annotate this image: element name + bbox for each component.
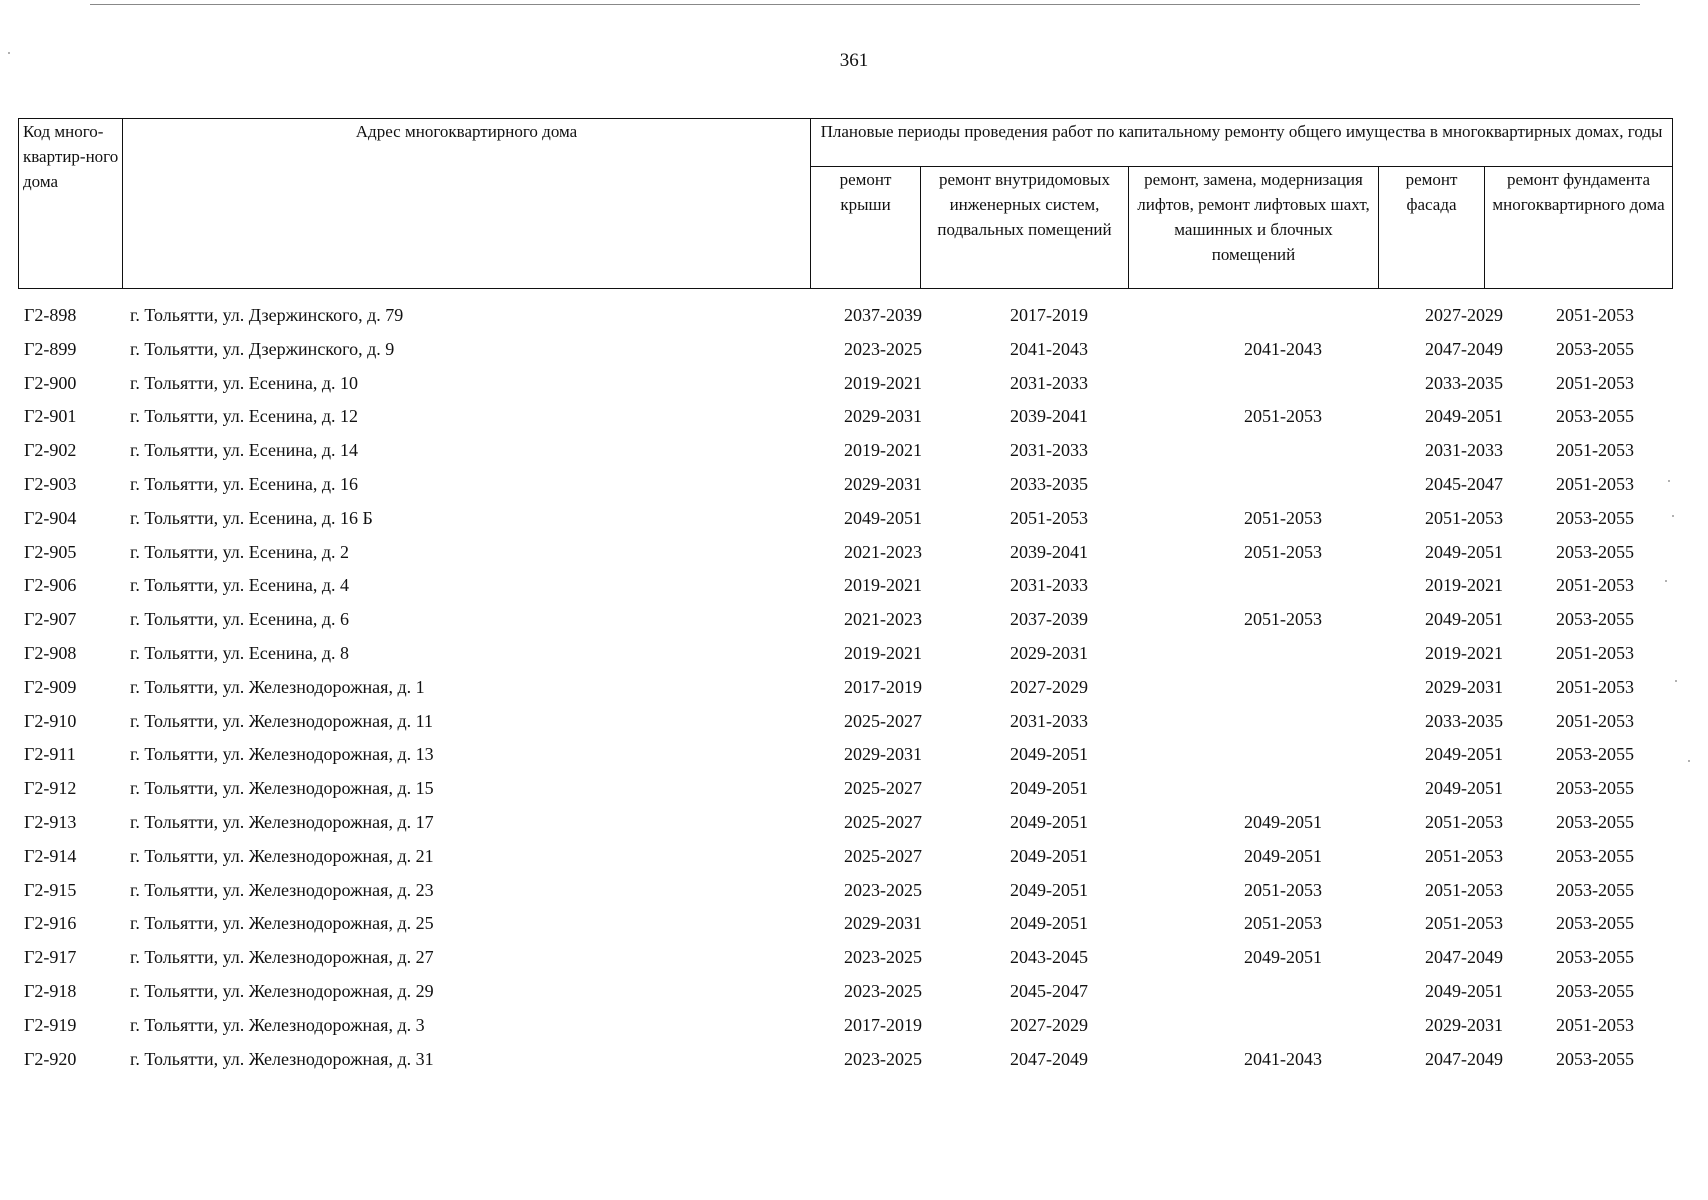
cell-lift: 2041-2043 [1244,1048,1322,1069]
cell-foundation: 2053-2055 [1556,507,1634,528]
scan-speck [1668,480,1670,482]
table-row [18,706,1672,740]
header-periods: Плановые периоды проведения работ по капитальному ремонту общего имущества в многоквартирных домах, годы [811,119,1673,167]
cell-facade: 2029-2031 [1425,676,1503,697]
cell-foundation: 2051-2053 [1556,676,1634,697]
cell-roof: 2019-2021 [844,575,922,596]
cell-foundation: 2053-2055 [1556,879,1634,900]
cell-roof: 2023-2025 [844,879,922,900]
cell-foundation: 2051-2053 [1556,575,1634,596]
cell-address: г. Тольятти, ул. Есенина, д. 10 [130,372,359,393]
cell-engineering: 2037-2039 [1010,609,1088,630]
cell-lift: 2051-2053 [1244,541,1322,562]
table-row [18,976,1672,1010]
cell-address: г. Тольятти, ул. Железнодорожная, д. 3 [130,1014,425,1035]
table-row [18,503,1672,537]
cell-address: г. Тольятти, ул. Железнодорожная, д. 29 [130,980,434,1001]
cell-foundation: 2051-2053 [1556,473,1634,494]
table-row [18,942,1672,976]
header-code: Код много-квартир-ного дома [19,119,123,289]
cell-foundation: 2053-2055 [1556,744,1634,765]
cell-engineering: 2031-2033 [1010,575,1088,596]
cell-facade: 2033-2035 [1425,710,1503,731]
cell-code: Г2-901 [24,406,77,427]
cell-roof: 2049-2051 [844,507,922,528]
cell-engineering: 2027-2029 [1010,676,1088,697]
header-lift: ремонт, замена, модернизация лифтов, ремонт лифтовых шахт, машинных и блочных помещений [1129,167,1379,289]
cell-foundation: 2053-2055 [1556,609,1634,630]
scan-speck [8,52,10,54]
cell-facade: 2019-2021 [1425,642,1503,663]
cell-code: Г2-904 [24,507,77,528]
cell-facade: 2045-2047 [1425,473,1503,494]
cell-roof: 2029-2031 [844,473,922,494]
cell-roof: 2023-2025 [844,1048,922,1069]
cell-roof: 2025-2027 [844,811,922,832]
cell-code: Г2-900 [24,372,77,393]
cell-foundation: 2053-2055 [1556,406,1634,427]
cell-address: г. Тольятти, ул. Железнодорожная, д. 11 [130,710,433,731]
table-row [18,739,1672,773]
cell-address: г. Тольятти, ул. Железнодорожная, д. 15 [130,778,434,799]
cell-facade: 2051-2053 [1425,845,1503,866]
table-row [18,908,1672,942]
cell-address: г. Тольятти, ул. Есенина, д. 2 [130,541,350,562]
cell-foundation: 2051-2053 [1556,440,1634,461]
cell-foundation: 2053-2055 [1556,778,1634,799]
table-row [18,401,1672,435]
cell-engineering: 2049-2051 [1010,811,1088,832]
cell-foundation: 2053-2055 [1556,338,1634,359]
cell-engineering: 2039-2041 [1010,406,1088,427]
cell-foundation: 2053-2055 [1556,845,1634,866]
cell-engineering: 2031-2033 [1010,372,1088,393]
cell-roof: 2017-2019 [844,676,922,697]
header-engineering: ремонт внутридомовых инженерных систем, подвальных помещений [921,167,1129,289]
header-address: Адрес многоквартирного дома [123,119,811,289]
cell-lift: 2051-2053 [1244,609,1322,630]
cell-code: Г2-920 [24,1048,77,1069]
cell-code: Г2-909 [24,676,77,697]
table-row [18,300,1672,334]
cell-address: г. Тольятти, ул. Есенина, д. 12 [130,406,359,427]
cell-facade: 2049-2051 [1425,980,1503,1001]
cell-address: г. Тольятти, ул. Есенина, д. 16 Б [130,507,373,528]
cell-address: г. Тольятти, ул. Есенина, д. 8 [130,642,350,663]
cell-facade: 2031-2033 [1425,440,1503,461]
cell-address: г. Тольятти, ул. Железнодорожная, д. 21 [130,845,434,866]
table-row [18,773,1672,807]
cell-engineering: 2043-2045 [1010,947,1088,968]
page-number: 361 [839,50,869,71]
cell-address: г. Тольятти, ул. Железнодорожная, д. 23 [130,879,434,900]
cell-address: г. Тольятти, ул. Есенина, д. 16 [130,473,359,494]
cell-facade: 2047-2049 [1425,1048,1503,1069]
cell-code: Г2-918 [24,980,77,1001]
header-facade: ремонт фасада [1379,167,1485,289]
cell-foundation: 2051-2053 [1556,372,1634,393]
header-foundation: ремонт фундамента многоквартирного дома [1485,167,1673,289]
cell-facade: 2049-2051 [1425,609,1503,630]
cell-foundation: 2053-2055 [1556,913,1634,934]
cell-roof: 2023-2025 [844,338,922,359]
cell-engineering: 2049-2051 [1010,845,1088,866]
scan-speck [1665,580,1667,582]
cell-lift: 2049-2051 [1244,811,1322,832]
cell-code: Г2-919 [24,1014,77,1035]
cell-engineering: 2017-2019 [1010,305,1088,325]
cell-engineering: 2051-2053 [1010,507,1088,528]
cell-code: Г2-915 [24,879,77,900]
cell-address: г. Тольятти, ул. Железнодорожная, д. 25 [130,913,434,934]
cell-code: Г2-902 [24,440,77,461]
cell-roof: 2029-2031 [844,913,922,934]
table-row [18,1010,1672,1044]
cell-facade: 2049-2051 [1425,406,1503,427]
cell-facade: 2019-2021 [1425,575,1503,596]
cell-facade: 2051-2053 [1425,913,1503,934]
table-row [18,368,1672,402]
cell-foundation: 2053-2055 [1556,1048,1634,1069]
cell-address: г. Тольятти, ул. Дзержинского, д. 79 [130,305,404,325]
cell-roof: 2019-2021 [844,372,922,393]
cell-foundation: 2051-2053 [1556,1014,1634,1035]
cell-code: Г2-898 [24,305,77,325]
cell-facade: 2051-2053 [1425,879,1503,900]
cell-code: Г2-913 [24,811,77,832]
cell-foundation: 2053-2055 [1556,811,1634,832]
cell-address: г. Тольятти, ул. Железнодорожная, д. 27 [130,947,434,968]
table-row [18,469,1672,503]
cell-roof: 2019-2021 [844,440,922,461]
table-row [18,807,1672,841]
cell-foundation: 2051-2053 [1556,710,1634,731]
cell-engineering: 2041-2043 [1010,338,1088,359]
cell-facade: 2051-2053 [1425,507,1503,528]
cell-roof: 2023-2025 [844,947,922,968]
cell-facade: 2049-2051 [1425,541,1503,562]
cell-foundation: 2051-2053 [1556,305,1634,325]
cell-engineering: 2049-2051 [1010,913,1088,934]
cell-address: г. Тольятти, ул. Железнодорожная, д. 17 [130,811,434,832]
cell-roof: 2025-2027 [844,778,922,799]
cell-engineering: 2049-2051 [1010,744,1088,765]
cell-code: Г2-912 [24,778,77,799]
cell-code: Г2-911 [24,744,76,765]
cell-lift: 2049-2051 [1244,845,1322,866]
cell-roof: 2019-2021 [844,642,922,663]
table-row [18,638,1672,672]
table-row [18,334,1672,368]
cell-foundation: 2051-2053 [1556,642,1634,663]
cell-foundation: 2053-2055 [1556,980,1634,1001]
cell-code: Г2-903 [24,473,77,494]
scan-speck [1675,680,1677,682]
cell-lift: 2049-2051 [1244,947,1322,968]
cell-roof: 2017-2019 [844,1014,922,1035]
cell-engineering: 2047-2049 [1010,1048,1088,1069]
cell-lift: 2051-2053 [1244,879,1322,900]
cell-roof: 2023-2025 [844,980,922,1001]
table-row [18,604,1672,638]
cell-address: г. Тольятти, ул. Железнодорожная, д. 13 [130,744,434,765]
cell-engineering: 2049-2051 [1010,778,1088,799]
cell-engineering: 2049-2051 [1010,879,1088,900]
cell-facade: 2051-2053 [1425,811,1503,832]
cell-facade: 2049-2051 [1425,744,1503,765]
cell-engineering: 2031-2033 [1010,440,1088,461]
cell-engineering: 2033-2035 [1010,473,1088,494]
top-scan-rule [90,4,1640,5]
cell-roof: 2037-2039 [844,305,922,325]
cell-address: г. Тольятти, ул. Есенина, д. 6 [130,609,350,630]
cell-address: г. Тольятти, ул. Есенина, д. 4 [130,575,350,596]
cell-code: Г2-916 [24,913,77,934]
table-row [18,841,1672,875]
cell-code: Г2-910 [24,710,77,731]
cell-address: г. Тольятти, ул. Дзержинского, д. 9 [130,338,395,359]
cell-engineering: 2029-2031 [1010,642,1088,663]
cell-roof: 2025-2027 [844,710,922,731]
cell-lift: 2051-2053 [1244,507,1322,528]
cell-foundation: 2053-2055 [1556,947,1634,968]
cell-code: Г2-899 [24,338,77,359]
table-row [18,435,1672,469]
header-roof: ремонт крыши [811,167,921,289]
cell-roof: 2021-2023 [844,609,922,630]
cell-facade: 2033-2035 [1425,372,1503,393]
table-header [18,118,1673,289]
cell-code: Г2-908 [24,642,77,663]
cell-engineering: 2045-2047 [1010,980,1088,1001]
cell-facade: 2027-2029 [1425,305,1503,325]
cell-engineering: 2027-2029 [1010,1014,1088,1035]
cell-roof: 2025-2027 [844,845,922,866]
cell-roof: 2029-2031 [844,406,922,427]
cell-code: Г2-917 [24,947,77,968]
cell-facade: 2047-2049 [1425,947,1503,968]
cell-engineering: 2039-2041 [1010,541,1088,562]
cell-lift: 2051-2053 [1244,913,1322,934]
cell-code: Г2-906 [24,575,77,596]
scan-speck [1672,515,1674,517]
table-row [18,1044,1672,1078]
cell-lift: 2041-2043 [1244,338,1322,359]
cell-facade: 2047-2049 [1425,338,1503,359]
table-row [18,537,1672,571]
table-row [18,672,1672,706]
cell-roof: 2029-2031 [844,744,922,765]
scan-speck [1688,760,1690,762]
cell-lift: 2051-2053 [1244,406,1322,427]
cell-facade: 2049-2051 [1425,778,1503,799]
cell-code: Г2-914 [24,845,77,866]
cell-address: г. Тольятти, ул. Есенина, д. 14 [130,440,359,461]
cell-foundation: 2053-2055 [1556,541,1634,562]
table-row [18,875,1672,909]
cell-address: г. Тольятти, ул. Железнодорожная, д. 31 [130,1048,434,1069]
cell-roof: 2021-2023 [844,541,922,562]
cell-code: Г2-907 [24,609,77,630]
table-row [18,570,1672,604]
cell-engineering: 2031-2033 [1010,710,1088,731]
cell-facade: 2029-2031 [1425,1014,1503,1035]
cell-address: г. Тольятти, ул. Железнодорожная, д. 1 [130,676,425,697]
table-body [18,300,1672,1077]
cell-code: Г2-905 [24,541,77,562]
